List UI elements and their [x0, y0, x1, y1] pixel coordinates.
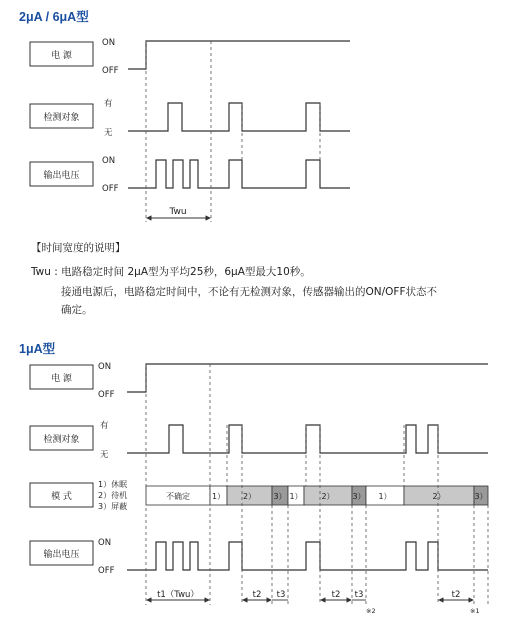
- notes-line-3: 确定。: [61, 304, 93, 316]
- s1-detect-wave: [128, 103, 350, 131]
- s2-output-wave: [127, 542, 488, 570]
- timing-t2-label: t2: [252, 590, 262, 600]
- s1-power-label: 电 源: [51, 51, 72, 61]
- timing-t3-label: t3: [276, 590, 286, 600]
- notes-line-twu: Twu : 电路稳定时间 2μA型为平均25秒，6μA型最大10秒。: [31, 266, 311, 278]
- s2-output-off: OFF: [98, 566, 115, 576]
- s2-guide-lines: [146, 364, 488, 605]
- footnote-1: ※1: [470, 607, 480, 615]
- s2-power-on: ON: [98, 362, 112, 372]
- s1-detect-label: 检测对象: [43, 113, 80, 123]
- timing-t2-label: t2: [451, 590, 461, 600]
- mode-cell-text: 2）: [321, 492, 335, 501]
- s1-power-on: ON: [102, 38, 116, 48]
- mode-cell-text: 不确定: [166, 492, 190, 501]
- section-title-1ua: 1μA型: [19, 342, 56, 356]
- mode-cell-text: 3）: [474, 492, 488, 501]
- s1-detect-absent: 无: [104, 128, 113, 138]
- section-title-2-6ua: 2μA / 6μA型: [19, 10, 89, 24]
- s2-detect-wave: [127, 425, 488, 453]
- timing-t1-label: t1（Twu）: [157, 590, 199, 600]
- s2-detect-present: 有: [100, 421, 109, 431]
- s2-output-label: 输出电压: [43, 550, 80, 560]
- s1-output-on: ON: [102, 156, 116, 166]
- s1-power-wave: [128, 41, 350, 69]
- s2-mode-legend-1: 1）休眠: [98, 480, 128, 489]
- notes-heading: 【时间宽度的说明】: [31, 242, 126, 254]
- mode-cell-text: 1）: [211, 492, 226, 501]
- mode-cell-text: 2）: [242, 492, 257, 501]
- timing-t3-label: t3: [354, 590, 364, 600]
- mode-cell-text: 1）: [289, 492, 303, 501]
- s2-power-wave: [127, 364, 488, 392]
- s2-power-off: OFF: [98, 390, 115, 400]
- s2-mode-legend-2: 2）待机: [98, 491, 128, 500]
- s1-twu-label: Twu: [169, 207, 187, 217]
- s2-detect-label: 检测对象: [43, 435, 80, 445]
- s2-detect-absent: 无: [100, 450, 109, 460]
- s2-power-label: 电 源: [51, 374, 72, 384]
- mode-cell-text: 2）: [432, 492, 446, 501]
- footnote-2: ※2: [366, 607, 376, 615]
- s2-mode-label: 模 式: [51, 492, 72, 502]
- mode-cell-text: 3）: [273, 492, 287, 501]
- s2-output-on: ON: [98, 538, 112, 548]
- s1-output-wave: [128, 160, 350, 188]
- s1-output-label: 输出电压: [43, 171, 80, 181]
- s2-mode-legend-3: 3）屏蔽: [98, 502, 128, 511]
- mode-cell-text: 1）: [378, 492, 392, 501]
- timing-t2-label: t2: [331, 590, 341, 600]
- notes-line-2: 接通电源后，电路稳定时间中，不论有无检测对象，传感器输出的ON/OFF状态不: [61, 286, 437, 298]
- s1-detect-present: 有: [104, 99, 113, 109]
- s1-power-off: OFF: [102, 66, 119, 76]
- s1-output-off: OFF: [102, 184, 119, 194]
- mode-cell-text: 3）: [352, 492, 366, 501]
